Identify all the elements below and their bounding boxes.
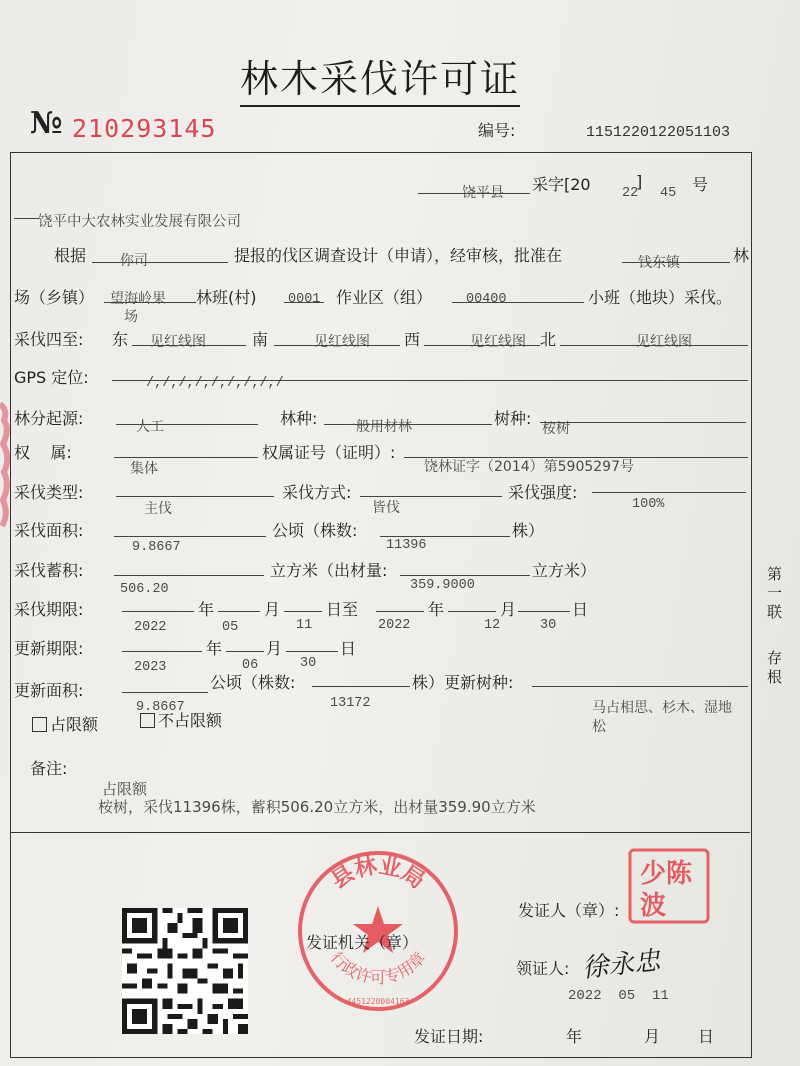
month-label: 月 <box>500 600 517 619</box>
underline <box>114 536 266 537</box>
west-value: 见红线图 <box>470 334 526 350</box>
document-title: 林木采伐许可证 <box>240 48 520 107</box>
harvest-area-unit-end: 株） <box>512 521 545 540</box>
issuer-stamp-text-1: 少陈 <box>640 859 693 889</box>
doc-bracket: ] <box>636 172 643 191</box>
basis-text: 提报的伐区调查设计（申请），经审核，批准在 <box>234 246 563 265</box>
side-text-bottom: 存根 <box>765 650 783 688</box>
issue-month-label: 月 <box>644 1027 661 1046</box>
day-label: 日 <box>572 600 589 619</box>
west-label: 西 <box>404 330 421 349</box>
underline <box>114 575 264 576</box>
north-value: 见红线图 <box>636 334 692 350</box>
issue-date-label: 发证日期: <box>414 1027 484 1046</box>
intensity-label: 采伐强度: <box>508 483 578 502</box>
checkbox-not-occupy[interactable] <box>140 713 155 728</box>
start-month: 05 <box>222 620 239 635</box>
renewal-month: 06 <box>242 658 259 673</box>
renewal-species-line-2: 松 <box>592 719 606 735</box>
underline <box>592 492 746 493</box>
harvest-type-value: 主伐 <box>144 501 172 517</box>
forest-type-value: 一般用材林 <box>342 419 412 435</box>
underline <box>518 611 570 612</box>
side-text-top: 第一联 <box>765 566 783 623</box>
code-value: 1151220122051103 <box>586 124 731 141</box>
species-value: 桉树 <box>542 421 570 437</box>
gps-label: GPS 定位: <box>14 368 89 387</box>
end-month: 12 <box>484 618 501 633</box>
end-day: 30 <box>540 618 557 633</box>
renewal-area-unit-end: 株）更新树种: <box>412 673 514 692</box>
underline <box>122 692 208 693</box>
cert-label: 权属证号（证明）: <box>262 443 396 462</box>
south-label: 南 <box>252 330 269 349</box>
harvest-volume-unit-end: 立方米） <box>532 561 597 580</box>
receiver-label: 领证人: <box>516 959 570 978</box>
seal-bottom-text: 行政许可专用章 <box>326 948 430 987</box>
code-label: 编号: <box>478 121 516 140</box>
harvest-volume-label: 采伐蓄积: <box>14 561 84 580</box>
remarks-line-1: 占限额 <box>102 780 148 798</box>
county-value: 饶平县 <box>462 185 504 201</box>
start-day: 11 <box>296 618 313 633</box>
harvest-period-label: 采伐期限: <box>14 600 84 619</box>
harvest-volume-value: 506.20 <box>120 582 169 597</box>
boundaries-label: 采伐四至: <box>14 330 84 349</box>
underline <box>312 686 410 687</box>
issue-year-label: 年 <box>566 1027 583 1046</box>
forest-type-label: 林种: <box>280 409 318 428</box>
harvest-trees-value: 11396 <box>386 538 427 553</box>
cert-value: 饶林证字（2014）第5905297号 <box>424 459 634 475</box>
underline <box>116 496 274 497</box>
checkbox-occupy[interactable] <box>32 717 47 732</box>
receive-date: 2022 05 11 <box>568 988 669 1004</box>
seal-top-text: 县林业局 <box>327 853 429 895</box>
basis-value: 你司 <box>120 253 148 269</box>
work-area-value: 00400 <box>466 292 507 307</box>
forest-class-label: 林班(村) <box>196 288 257 307</box>
quota-option-occupy[interactable] <box>32 712 98 735</box>
year-label: 年 <box>206 639 223 658</box>
gps-value: /,/,/,/,/,/,/,/,/ <box>146 376 284 391</box>
east-value: 见红线图 <box>150 334 206 350</box>
day-label: 日 <box>340 639 357 658</box>
forest-farm-value: 钱东镇 <box>638 255 680 271</box>
authority-label: 发证机关（章） <box>306 933 419 952</box>
applicant-name: 饶平中大农林实业发展有限公司 <box>38 214 241 230</box>
underline <box>14 218 39 219</box>
qr-code <box>122 908 248 1034</box>
ownership-label: 权 属: <box>14 443 72 462</box>
town-label: 场（乡镇） <box>14 288 95 307</box>
origin-label: 林分起源: <box>14 409 84 428</box>
underline <box>380 536 510 537</box>
town-value-1: 望海岭果 <box>110 291 166 307</box>
harvest-area-label: 采伐面积: <box>14 521 84 540</box>
doc-num: 45 <box>660 186 677 201</box>
issue-day-label: 日 <box>698 1027 715 1046</box>
intensity-value: 100% <box>632 497 665 512</box>
footer-divider <box>10 832 750 833</box>
renewal-year: 2023 <box>134 660 167 675</box>
remarks-line-2: 桉树，采伐11396株，蓄积506.20立方米，出材量359.90立方米 <box>98 798 536 816</box>
renewal-area-unit: 公顷（株数: <box>210 673 296 692</box>
timber-value: 359.9000 <box>410 578 475 593</box>
remarks-label: 备注: <box>30 759 68 778</box>
method-label: 采伐方式: <box>282 483 352 502</box>
end-year: 2022 <box>378 618 411 633</box>
underline <box>92 262 228 263</box>
north-label: 北 <box>540 330 557 349</box>
underline <box>376 611 424 612</box>
underline <box>122 611 194 612</box>
origin-value: 人工 <box>136 419 164 435</box>
harvest-volume-unit: 立方米（出材量: <box>270 561 388 580</box>
issuer-stamp <box>628 848 710 924</box>
underline <box>226 651 264 652</box>
quota-option-not-occupy[interactable] <box>140 708 222 731</box>
renewal-trees-value: 13172 <box>330 696 371 711</box>
serial-prefix: № <box>30 106 63 141</box>
doc-year: 22 <box>622 186 639 201</box>
quota-option-not-occupy-label: 不占限额 <box>158 711 223 730</box>
ownership-value: 集体 <box>130 461 158 477</box>
method-value: 皆伐 <box>372 500 400 516</box>
subclass-label: 小班（地块）采伐。 <box>588 288 733 307</box>
renewal-species-line-1: 马占相思、杉木、湿地 <box>592 700 732 716</box>
renewal-area-value: 9.8667 <box>136 700 185 715</box>
town-value-2: 场 <box>124 309 138 325</box>
renewal-day: 30 <box>300 656 317 671</box>
hao-label: 号 <box>692 175 709 194</box>
renewal-period-label: 更新期限: <box>14 639 84 658</box>
receiver-signature: 徐永忠 <box>580 945 662 984</box>
issuer-label: 发证人（章）: <box>518 901 620 920</box>
harvest-type-label: 采伐类型: <box>14 483 84 502</box>
forest-class-value: 0001 <box>288 292 321 307</box>
day-to-label: 日至 <box>326 600 359 619</box>
issuer-stamp-text-2: 波 <box>640 891 667 921</box>
harvest-area-unit: 公顷（株数: <box>272 521 358 540</box>
species-label: 树种: <box>494 409 532 428</box>
seal-code: 4451220004163 <box>346 997 410 1006</box>
east-label: 东 <box>112 330 129 349</box>
underline <box>532 686 748 687</box>
underline <box>284 611 322 612</box>
south-value: 见红线图 <box>314 334 370 350</box>
harvest-area-value: 9.8667 <box>132 540 181 555</box>
underline <box>448 611 496 612</box>
year-label: 年 <box>428 600 445 619</box>
work-area-label: 作业区（组） <box>336 288 433 307</box>
year-label: 年 <box>198 600 215 619</box>
month-label: 月 <box>264 600 281 619</box>
month-label: 月 <box>266 639 283 658</box>
serial-number: 210293145 <box>72 114 217 143</box>
underline <box>286 651 338 652</box>
start-year: 2022 <box>134 620 167 635</box>
basis-label: 根据 <box>54 246 87 265</box>
quota-option-occupy-label: 占限额 <box>50 715 99 734</box>
underline <box>540 422 746 423</box>
renewal-area-label: 更新面积: <box>14 681 84 700</box>
underline <box>218 611 260 612</box>
cai-label: 采字[20 <box>532 175 591 194</box>
underline <box>122 651 202 652</box>
underline <box>400 575 530 576</box>
forest-farm-suffix: 林 <box>733 246 750 265</box>
